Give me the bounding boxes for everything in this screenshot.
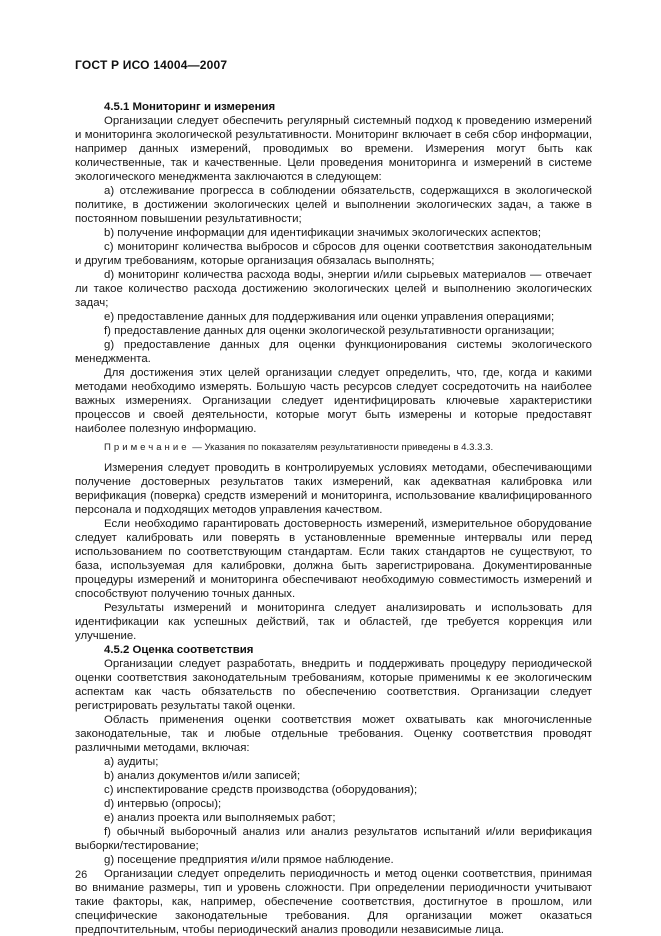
list-item-goal-e: e) предоставление данных для поддерживания или оценки управления операциями; [104, 311, 555, 323]
list-item-method-a: a) аудиты; [104, 755, 159, 768]
paragraph-assessment-frequency: Организации следует определить периодичность и метод оценки соответствия, принимая во внимание размеры, тип и уровень сложности. При определении периодичности учитывают такие факторы, как, например, обеспечение соответствия, достигнутое в прошлом, или специфические законодательные требования. Для организации может оказаться предпочтительным, чтобы периодический анализ проводили независимые лица. [75, 867, 592, 936]
document-code-header: ГОСТ Р ИСО 14004—2007 [75, 58, 228, 72]
list-item-method-e: e) анализ проекта или выполняемых работ; [104, 811, 336, 824]
list-item-method-f: f) обычный выборочный анализ или анализ результатов испытаний и/или верификация выборки/тестирование; [75, 825, 592, 852]
note-text: — Указания по показателям результативности приведены в 4.3.3.3. [192, 442, 494, 453]
list-item-method-c: c) инспектирование средств производства (оборудования); [104, 783, 418, 796]
paragraph-determine-methods: Для достижения этих целей организации следует определить, что, где, когда и какими методами необходимо измерять. Большую часть ресурсов следует сосредоточить на наиболее важных измерениях. Организации следует идентифицировать ключевые характеристики процессов и своей деятельности, которые могут быть измерены и которые предоставят наиболее полезную информацию. [75, 367, 592, 435]
list-item-method-g: g) посещение предприятия и/или прямое наблюдение. [104, 853, 394, 866]
page-number: 26 [75, 869, 88, 881]
paragraph-compliance-procedure: Организации следует разработать, внедрить и поддерживать процедуру периодической оценки соответствия законодательным требованиям, которые применимы к ее экологическим аспектам как часть обязательств по обеспечению соответствия. Организации следует регистрировать результаты такой оценки. [75, 657, 592, 712]
list-item-goal-f: f) предоставление данных для оценки экологической результативности организации; [104, 325, 555, 337]
note-label: Примечание [104, 442, 190, 453]
list-item-goal-d: d) мониторинг количества расхода воды, энергии и/или сырьевых материалов — отвечает ли такое количество расхода достижению экологических целей и выполнению экологических задач; [75, 269, 592, 309]
paragraph-compliance-scope: Область применения оценки соответствия может охватывать как многочисленные законодательные, так и любые отдельные требования. Оценку соответствия проводят различными методами, включая: [75, 713, 592, 754]
paragraph-controlled-conditions: Измерения следует проводить в контролируемых условиях методами, обеспечивающими получение достоверных результатов таких измерений, как адекватная калибровка или верификация (поверка) средств измерений и мониторинга, использование квалифицированного персонала и подходящих методов управления качеством. [75, 461, 592, 516]
paragraph-results-analysis: Результаты измерений и мониторинга следует анализировать и использовать для идентификации как успешных действий, так и областей, где требуется коррекция или улучшение. [75, 601, 592, 642]
list-item-method-b: b) анализ документов и/или записей; [104, 769, 301, 782]
document-body [75, 100, 592, 936]
section-heading-4-5-2: 4.5.2 Оценка соответствия [104, 643, 254, 656]
list-item-goal-b: b) получение информации для идентификации значимых экологических аспектов; [104, 227, 542, 239]
list-item-method-d: d) интервью (опросы); [104, 797, 222, 810]
list-item-goal-a: a) отслеживание прогресса в соблюдении обязательств, содержащихся в экологической политике, в достижении экологических целей и выполнении экологических задач, а также в постоянном повышении результативности; [75, 185, 592, 225]
paragraph-calibration: Если необходимо гарантировать достоверность измерений, измерительное оборудование следует калибровать или поверять в установленные временные интервалы или перед использованием по соответствующим стандартам. Если таких стандартов не существуют, то база, используемая для калибровки, должна быть зарегистрирована. Документированные процедуры измерений и мониторинга обеспечивают необходимую совместимость измерений и способствуют получению точных данных. [75, 517, 592, 600]
list-item-goal-g: g) предоставление данных для оценки функционирования системы экологического менеджмента. [75, 339, 592, 365]
list-item-goal-c: c) мониторинг количества выбросов и сбросов для оценки соответствия законодательным и другим требованиям, которые организация обязалась выполнять; [75, 241, 592, 267]
paragraph-monitoring-intro: Организации следует обеспечить регулярный системный подход к проведению измерений и мониторинга экологической результативности. Мониторинг включает в себя сбор информации, например данных измерений, проводимых во времени. Измерения могут быть как количественные, так и качественные. Цели проведения мониторинга и измерений в системе экологического менеджмента заключаются в следующем: [75, 115, 592, 183]
note-performance-indicators [75, 442, 592, 455]
section-heading-4-5-1: 4.5.1 Мониторинг и измерения [104, 101, 276, 113]
